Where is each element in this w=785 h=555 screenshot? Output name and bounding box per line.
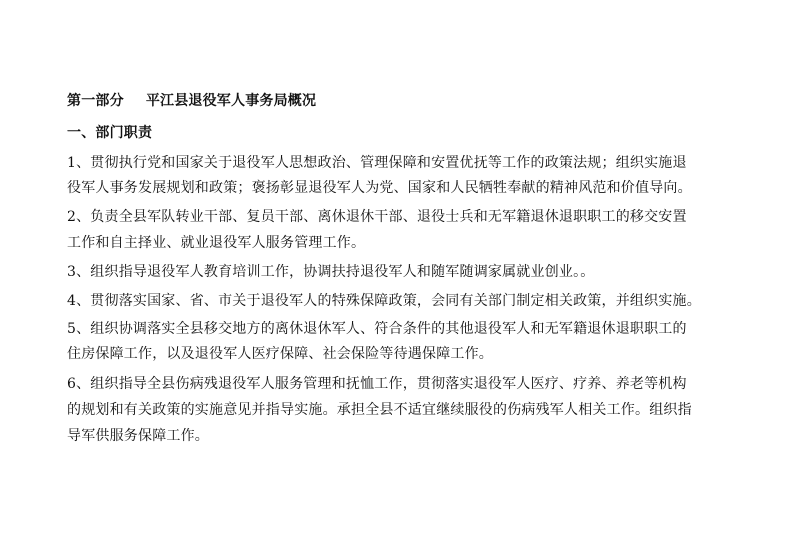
body-line: 役军人事务发展规划和政策；褒扬彰显退役军人为党、国家和人民牺牲奉献的精神风范和价值导向。 xyxy=(67,180,692,196)
section-heading: 一、部门职责 xyxy=(67,125,153,141)
body-line: 导军供服务保障工作。 xyxy=(67,428,209,444)
body-line: 1、贯彻执行党和国家关于退役军人思想政治、管理保障和安置优抚等工作的政策法规；组织实施退 xyxy=(67,155,687,171)
body-line: 6、组织指导全县伤病残退役军人服务管理和抚恤工作，贯彻落实退役军人医疗、疗养、养老等机构 xyxy=(67,376,687,392)
org-title: 平江县退役军人事务局概况 xyxy=(145,93,317,109)
body-line: 住房保障工作，以及退役军人医疗保障、社会保险等待遇保障工作。 xyxy=(67,346,493,362)
body-line: 5、组织协调落实全县移交地方的离休退休军人、符合条件的其他退役军人和无军籍退休退职职工的 xyxy=(67,321,687,337)
body-line: 4、贯彻落实国家、省、市关于退役军人的特殊保障政策，会同有关部门制定相关政策，并组织实施。 xyxy=(67,293,701,309)
part-heading xyxy=(67,92,316,110)
body-line: 2、负责全县军队转业干部、复员干部、离休退休干部、退役士兵和无军籍退休退职职工的移交安置 xyxy=(67,209,687,225)
body-line: 3、组织指导退役军人教育培训工作，协调扶持退役军人和随军随调家属就业创业。。 xyxy=(67,264,595,280)
body-line: 工作和自主择业、就业退役军人服务管理工作。 xyxy=(67,235,366,251)
body-line: 的规划和有关政策的实施意见并指导实施。承担全县不适宜继续服役的伤病残军人相关工作。组织指 xyxy=(67,402,692,418)
part-title: 第一部分 xyxy=(67,93,124,109)
